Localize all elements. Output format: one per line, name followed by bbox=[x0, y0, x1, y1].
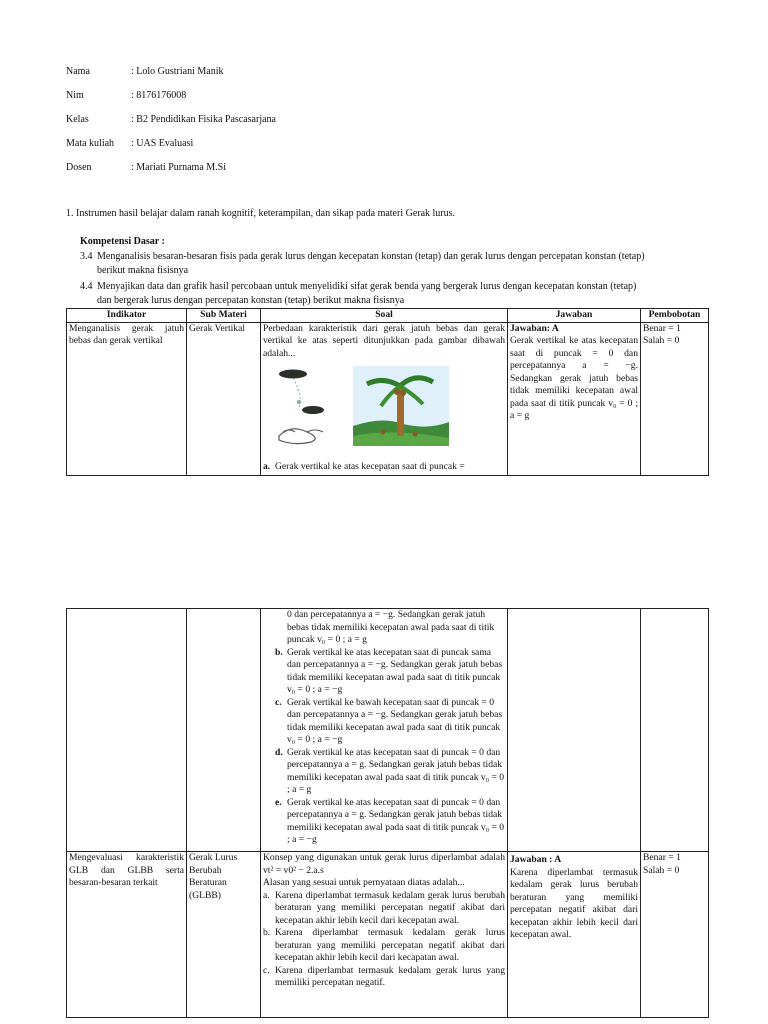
option-letter: e. bbox=[275, 796, 282, 808]
identity-label: Kelas bbox=[66, 114, 89, 125]
bobot-cell bbox=[641, 322, 709, 475]
table-header-row bbox=[67, 309, 709, 323]
bobot-cell bbox=[641, 852, 709, 1018]
option-a-continued bbox=[275, 609, 505, 647]
option-letter: a. bbox=[263, 461, 271, 472]
bobot-salah: Salah = 0 bbox=[643, 335, 680, 346]
submateri-cell: Gerak Lurus Berubah Beraturan (GLBB) bbox=[187, 852, 261, 1018]
identity-row-kelas bbox=[66, 108, 276, 132]
identity-value: : Lolo Gustriani Manik bbox=[131, 66, 224, 77]
identity-row-nama bbox=[66, 60, 276, 84]
option-e bbox=[275, 797, 505, 847]
jawaban-text: Gerak vertikal ke atas kecepatan saat di puncak = 0 dan percepatannya a = −g. Sedangkan gerak jatuh bebas tidak memiliki kecepatan awal pada saat di titik puncak v₀ = 0 ; a = g bbox=[510, 335, 638, 421]
option-c bbox=[263, 965, 505, 990]
indikator-cell: Menganalisis gerak jatuh bebas dan gerak vertikal bbox=[67, 322, 187, 475]
identity-label: Nim bbox=[66, 90, 84, 101]
option-letter: a. bbox=[263, 889, 270, 901]
identity-value: : UAS Evaluasi bbox=[131, 138, 194, 149]
jawaban-cell bbox=[508, 852, 641, 1018]
identity-row-dosen bbox=[66, 156, 276, 180]
identity-label: Dosen bbox=[66, 162, 92, 173]
identity-row-matakuliah bbox=[66, 132, 276, 156]
option-text: Gerak vertikal ke bawah kecepatan saat di puncak = 0 dan percepatannya a = −g. Sedangkan gerak jatuh bebas tidak memiliki kecepatan awal pada saat di titik puncak v₀ = 0 ; a = −g bbox=[287, 696, 503, 745]
identity-label: Mata kuliah bbox=[66, 138, 115, 149]
assessment-table-part1 bbox=[66, 308, 709, 476]
kompetensi-item bbox=[80, 280, 705, 308]
jawaban-heading: Jawaban : A bbox=[510, 854, 562, 865]
option-text: Gerak vertikal ke atas kecepatan saat di puncak = 0 dan percepatannya a = g. Sedangkan gerak jatuh bebas tidak memiliki kecepatan awal pada saat di titik puncak v₀ = 0 ; a = −g bbox=[287, 796, 505, 845]
jawaban-text: Karena diperlambat termasuk kedalam gerak lurus berubah beraturan yang memiliki percepatan negatif akibat dari kecepatan akhir lebih kecil dari kecepatan awal. bbox=[510, 866, 638, 940]
soal-cell bbox=[261, 852, 508, 1018]
option-a bbox=[263, 890, 505, 928]
option-text: Gerak vertikal ke atas kecepatan saat di puncak sama dan percepatannya a = −g. Sedangkan gerak jatuh bebas tidak memiliki kecepatan awal pada saat di titik puncak v₀ = 0 ; a = −g bbox=[287, 646, 503, 695]
kompetensi-text: Menganalisis besaran-besaran fisis pada gerak lurus dengan kecepatan konstan (tetap) dan gerak lurus dengan percepatan konstan (tetap) bbox=[97, 251, 645, 262]
submateri-cell bbox=[187, 609, 261, 852]
assessment-table-part2 bbox=[66, 608, 709, 1018]
header-soal: Soal bbox=[261, 309, 508, 323]
identity-block bbox=[66, 60, 276, 180]
bobot-cell bbox=[641, 609, 709, 852]
option-letter: d. bbox=[275, 746, 283, 758]
soal-options-cell bbox=[261, 609, 508, 852]
soal-illustration bbox=[263, 366, 505, 446]
option-text: Karena diperlambat termasuk kedalam gerak lurus yang memiliki percepatan negatif. bbox=[275, 964, 505, 988]
kompetensi-text: Menyajikan data dan grafik hasil percobaan untuk menyelidiki sifat gerak benda yang bergerak lurus dengan kecepatan konstan (tetap) bbox=[97, 281, 637, 292]
kompetensi-heading: Kompetensi Dasar : bbox=[80, 236, 165, 247]
option-letter: c. bbox=[263, 964, 270, 976]
soal-text: Perbedaan karakteristik dari gerak jatuh bebas dan gerak vertikal ke atas seperti ditunjukkan pada gambar dibawah adalah... bbox=[263, 322, 505, 359]
identity-value: : Mariati Purnama M.Si bbox=[131, 162, 226, 173]
bobot-salah: Salah = 0 bbox=[643, 864, 680, 876]
bobot-benar: Benar = 1 bbox=[643, 322, 681, 334]
option-letter: b. bbox=[275, 646, 283, 658]
bobot-benar: Benar = 1 bbox=[643, 852, 681, 863]
jawaban-cell bbox=[508, 609, 641, 852]
table-row bbox=[67, 852, 709, 1018]
header-pembobotan: Pembobotan bbox=[641, 309, 709, 323]
identity-label: Nama bbox=[66, 66, 90, 77]
table-row bbox=[67, 322, 709, 475]
soal-text: Konsep yang digunakan untuk gerak lurus diperlambat adalah vt² = v0² − 2.a.s bbox=[263, 852, 505, 876]
option-letter: b. bbox=[263, 927, 271, 938]
coconut-tree-illustration bbox=[353, 366, 449, 446]
header-jawaban: Jawaban bbox=[508, 309, 641, 323]
header-indikator: Indikator bbox=[67, 309, 187, 323]
submateri-cell: Gerak Vertikal bbox=[187, 322, 261, 475]
indikator-cell: Mengevaluasi karakteristik GLB dan GLBB serta besaran-besaran terkait bbox=[67, 852, 187, 1018]
option-letter: c. bbox=[275, 696, 282, 708]
kompetensi-text: dan bergerak lurus dengan percepatan konstan (tetap) berikut makna fisisnya bbox=[97, 295, 405, 306]
jawaban-heading: Jawaban: A bbox=[510, 322, 559, 334]
option-text: Gerak vertikal ke atas kecepatan saat di puncak = bbox=[275, 461, 465, 472]
option-text: Karena diperlambat termasuk kedalam gerak lurus beraturan yang memiliki percepatan negatif akibat dari kecepatan akhir lebih kecil dari kecapatan awal. bbox=[275, 927, 505, 963]
option-d bbox=[275, 747, 505, 797]
kompetensi-number: 3.4 bbox=[80, 251, 93, 262]
table-row bbox=[67, 609, 709, 852]
identity-value: : 8176176008 bbox=[131, 90, 187, 101]
kompetensi-number: 4.4 bbox=[80, 281, 93, 292]
kompetensi-item bbox=[80, 250, 705, 278]
option-b bbox=[263, 927, 505, 965]
soal-cell bbox=[261, 322, 508, 475]
header-submateri: Sub Materi bbox=[187, 309, 261, 323]
falling-ball-illustration bbox=[263, 366, 349, 446]
option-a bbox=[263, 461, 505, 474]
indikator-cell bbox=[67, 609, 187, 852]
question-intro: 1. Instrumen hasil belajar dalam ranah kognitif, keterampilan, dan sikap pada materi Gerak lurus. bbox=[66, 208, 456, 219]
identity-row-nim bbox=[66, 84, 276, 108]
identity-value: : B2 Pendidikan Fisika Pascasarjana bbox=[131, 114, 276, 125]
option-text: Karena diperlambat termasuk kedalam gerak lurus berubah beraturan yang memiliki percepatan negatif akibat dari kecepatan akhir lebih kecil dari kecepatan awal. bbox=[275, 889, 505, 926]
option-c bbox=[275, 697, 505, 747]
option-text: Gerak vertikal ke atas kecepatan saat di puncak = 0 dan percepatannya a = g. Sedangkan gerak jatuh bebas tidak memiliki kecepatan awal pada saat di titik puncak v₀ = 0 ; a = g bbox=[287, 746, 505, 795]
option-b bbox=[275, 647, 505, 697]
soal-text: Alasan yang sesuai untuk pernyataan diatas adalah... bbox=[263, 877, 465, 888]
option-text: 0 dan percepatannya a = −g. Sedangkan gerak jatuh bebas tidak memiliki kecepatan awal pada saat di titik puncak v₀ = 0 ; a = g bbox=[287, 609, 495, 645]
jawaban-cell bbox=[508, 322, 641, 475]
kompetensi-text: berikut makna fisisnya bbox=[97, 265, 189, 276]
